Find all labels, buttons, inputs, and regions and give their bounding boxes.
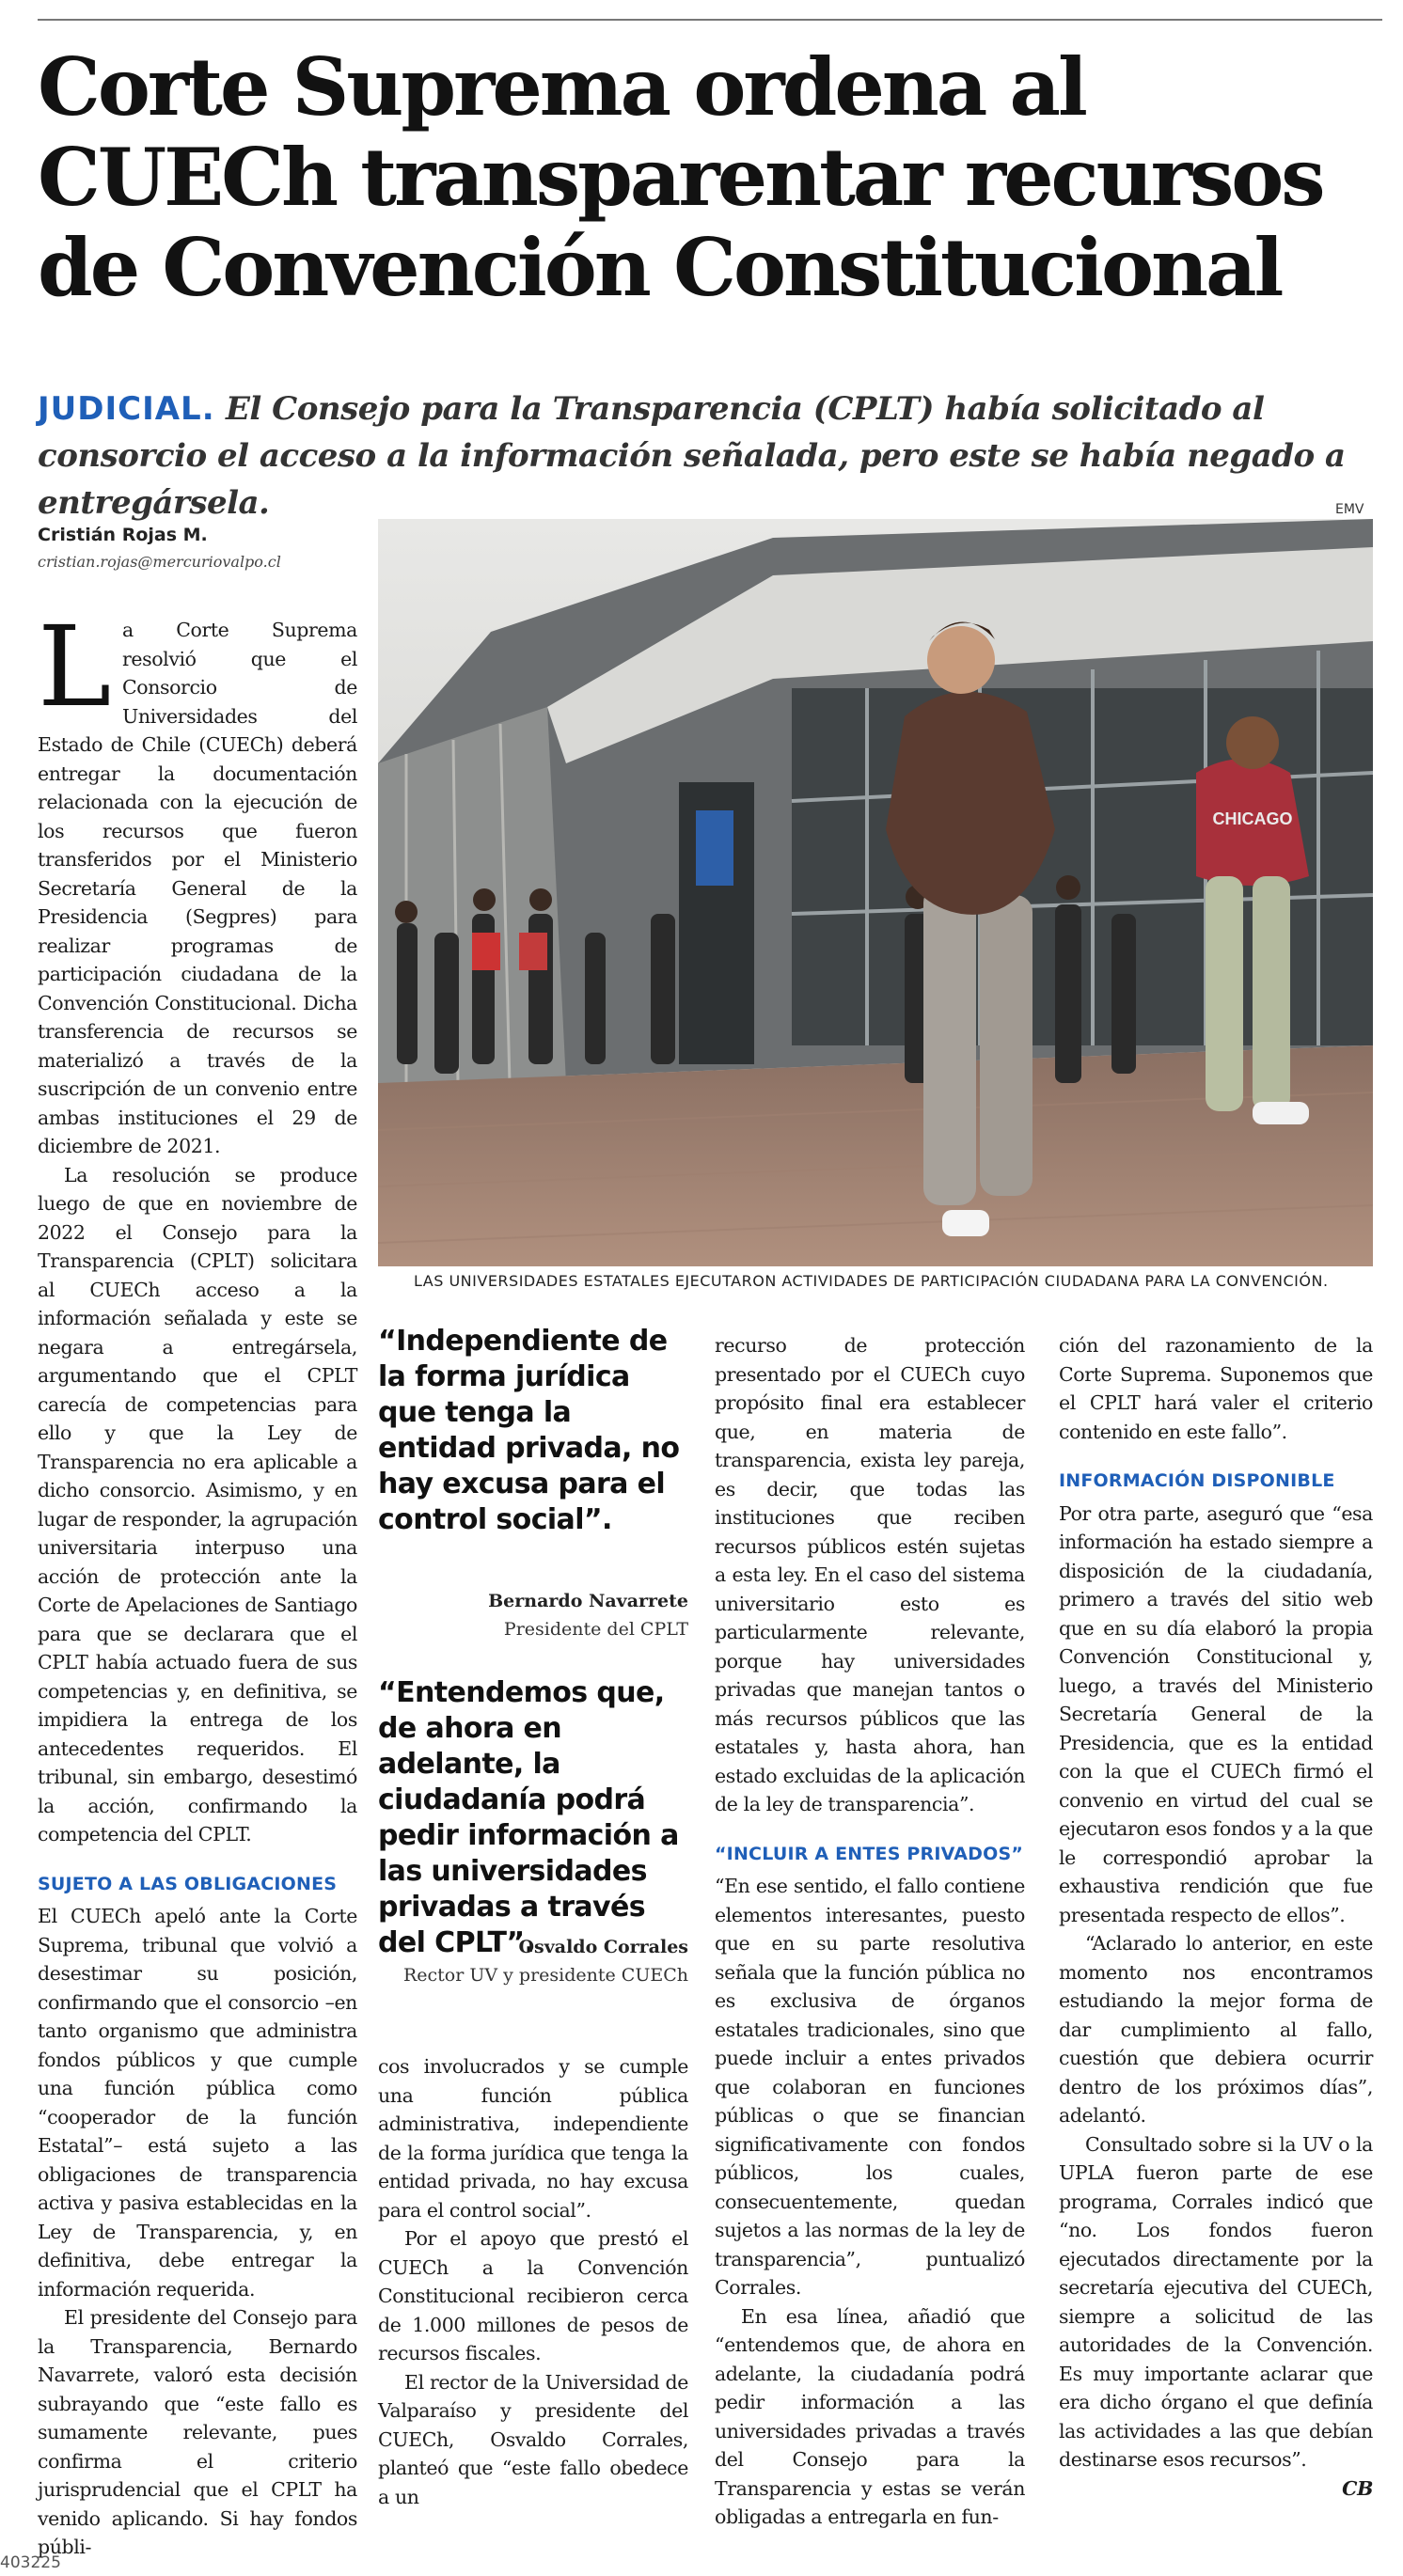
drop-cap: L: [38, 602, 111, 731]
sweatshirt-text: CHICAGO: [1212, 809, 1293, 828]
pull-quote-1: “Independiente de la forma jurídica que tenga la entidad privada, no hay excusa para el control social”.: [378, 1325, 680, 1536]
deck: [38, 385, 1373, 526]
col4-paragraph-3: “Aclarado lo anterior, en este momento nos encontramos estudiando la mejor forma de dar cumplimiento al fallo, cuestión que debiera ocurrir dentro de los próximos días”, adelantó.: [1059, 1932, 1373, 2127]
pull-quote-2-role: Rector UV y presidente CUECh: [402, 1965, 688, 1986]
deck-kicker: JUDICIAL.: [38, 390, 215, 428]
col3-paragraph-3: En esa línea, añadió que “entendemos que, de ahora en adelante, la ciudadanía podrá pedir información a las universidades privadas a través del Consejo para la Transparencia y estas se verán obligadas a entregarla en fun-: [715, 2304, 1025, 2528]
author-name: Cristián Rojas M.: [38, 525, 208, 545]
subhead-incluir: “INCLUIR A ENTES PRIVADOS”: [715, 1843, 1024, 1864]
col2-paragraph-2: Por el apoyo que prestó el CUECh a la Convención Constitucional recibieron cerca de 1.000 millones de pesos de recursos fiscales.: [378, 2227, 688, 2364]
headline: [38, 42, 1373, 313]
main-photo: [378, 519, 1373, 1266]
photo-caption: LAS UNIVERSIDADES ESTATALES EJECUTARON ACTIVIDADES DE PARTICIPACIÓN CIUDADANA PARA LA CONVENCIÓN.: [414, 1272, 1329, 1290]
col1-paragraph-1: a Corte Suprema resolvió que el Consorcio de Universidades del Estado de Chile (CUECh) deberá entregar la documentación relacionada con la ejecución de los recursos que fueron transferidos por el Ministerio Secretaría General de la Presidencia (Segpres) para realizar programas de participación ciudadana de la Convención Constitucional. Dicha transferencia de recursos se materializó a través de la suscripción de un convenio entre ambas instituciones el 29 de diciembre de 2021.: [38, 619, 357, 1157]
col4-paragraph-4: Consultado sobre si la UV o la UPLA fueron parte de ese programa, Corrales indicó que “no. Los fondos fueron ejecutados directamente por la secretaría ejecutiva del CUECh, siempre a solicitud de las autoridades de la Convención. Es muy importante aclarar que era dicho órgano el que definía las actividades a las que debían destinarse esos recursos”.: [1059, 2132, 1373, 2471]
pull-quote-1-name: Bernardo Navarrete: [488, 1591, 688, 1611]
col3-paragraph-1: recurso de protección presentado por el CUECh cuyo propósito final era establecer que, en materia de transparencia, exista ley pareja, es decir, que todas las instituciones que reciben recursos públicos estén sujetas a esta ley. En el caso del sistema universitario esto es particularmente relevante, porque hay universidades privadas que manejan tantos o más recursos públicos que las estatales y, hasta ahora, han estado excluidas de la aplicación de la ley de transparencia”.: [715, 1334, 1025, 1815]
col4-paragraph-2: Por otra parte, aseguró que “esa información ha estado siempre a disposición de la ciudadanía, primero a través del sitio web que en su día elaboró la propia Convención Constitucional y, luego, a través del Ministerio Secretaría General de la Presidencia, que es la entidad con la que el CUECh firmó el convenio en virtud del cual se ejecutaron esos fondos y a la que le correspondió aprobar la exhaustiva rendición que fue presentada respecto de ellos”.: [1059, 1501, 1373, 1926]
pull-quote-2-name: Osvaldo Corrales: [518, 1937, 688, 1957]
author-email[interactable]: cristian.rojas@mercuriovalpo.cl: [38, 553, 281, 571]
deck-text: El Consejo para la Transparencia (CPLT) había solicitado al consorcio el acceso a la información señalada, pero este se había negado a entregársela.: [38, 390, 1346, 522]
col1-paragraph-4: El presidente del Consejo para la Transparencia, Bernardo Navarrete, valoró esta decisión subrayando que “este fallo es sumamente relevante, pues confirma el criterio jurisprudencial que el CPLT ha venido aplicando. Si hay fondos públi-: [38, 2306, 357, 2558]
top-rule: [38, 19, 1382, 21]
col4-paragraph-1: ción del razonamiento de la Corte Suprema. Suponemos que el CPLT hará valer el criterio contenido en este fallo”.: [1059, 1334, 1373, 1443]
pull-quote-2: “Entendemos que, de ahora en adelante, la ciudadanía podrá pedir información a las universidades privadas a través del CPLT”.: [378, 1676, 679, 1959]
signoff-row: [1059, 2474, 1373, 2504]
headline-line-2: CUECh transparentar recursos: [38, 131, 1323, 224]
headline-line-1: Corte Suprema ordena al: [38, 40, 1085, 134]
column-3: [715, 1331, 1025, 2532]
col3-paragraph-2: “En ese sentido, el fallo contiene elementos interesantes, puesto que en su parte resolutiva señala que la función pública no es exclusiva de órganos estatales tradicionales, sino que puede incluir a entes privados que colaboran en funciones públicas o que se financian significativamente con fondos públicos, los cuales, consecuentemente, quedan sujetos a las normas de la ley de transparencia”, puntualizó Corrales.: [715, 1875, 1025, 2299]
column-1: [38, 602, 357, 2562]
author-signoff: CB: [1342, 2476, 1373, 2500]
column-4: [1059, 1331, 1373, 2503]
subhead-informacion: INFORMACIÓN DISPONIBLE: [1059, 1470, 1335, 1491]
col2-paragraph-3: El rector de la Universidad de Valparaíso y presidente del CUECh, Osvaldo Corrales, planteó que “este fallo obedece a un: [378, 2370, 688, 2508]
photo-credit: EMV: [1335, 502, 1364, 517]
col1-paragraph-2: La resolución se produce luego de que en noviembre de 2022 el Consejo para la Transparencia (CPLT) solicitara al CUECh acceso a la información señalada y este se negara a entregársela, argumentando que el CPLT carecía de competencias para ello y que la Ley de Transparencia no era aplicable a dicho consorcio. Asimismo, y en lugar de responder, la agrupación universitaria interpuso una acción de protección ante la Corte de Apelaciones de Santiago para que se declarara que el CPLT había actuado fuera de sus competencias y, en definitiva, se impidiera la entrega de los antecedentes requeridos. El tribunal, sin embargo, desestimó la acción, confirmando la competencia del CPLT.: [38, 1163, 357, 1846]
subhead-sujeto: SUJETO A LAS OBLIGACIONES: [38, 1873, 338, 1894]
photo-illustration: [378, 519, 1373, 1266]
column-2: [378, 2052, 688, 2511]
col1-paragraph-3: El CUECh apeló ante la Corte Suprema, tribunal que volvió a desestimar su posición, confirmando que el consorcio –en tanto organismo que administra fondos públicos y que cumple una función pública como “cooperador de la función Estatal”– está sujeto a las obligaciones de transparencia activa y pasiva establecidas en la Ley de Transparencia, y, en definitiva, debe entregar la información requerida.: [38, 1905, 357, 2301]
pull-quote-1-role: Presidente del CPLT: [503, 1619, 688, 1640]
page-id-code: 403225: [0, 2553, 61, 2572]
col2-paragraph-1: cos involucrados y se cumple una función pública administrativa, independiente de la forma jurídica que tenga la entidad privada, no hay excusa para el control social”.: [378, 2055, 688, 2222]
byline: [38, 525, 357, 571]
headline-line-3: de Convención Constitucional: [38, 221, 1282, 314]
